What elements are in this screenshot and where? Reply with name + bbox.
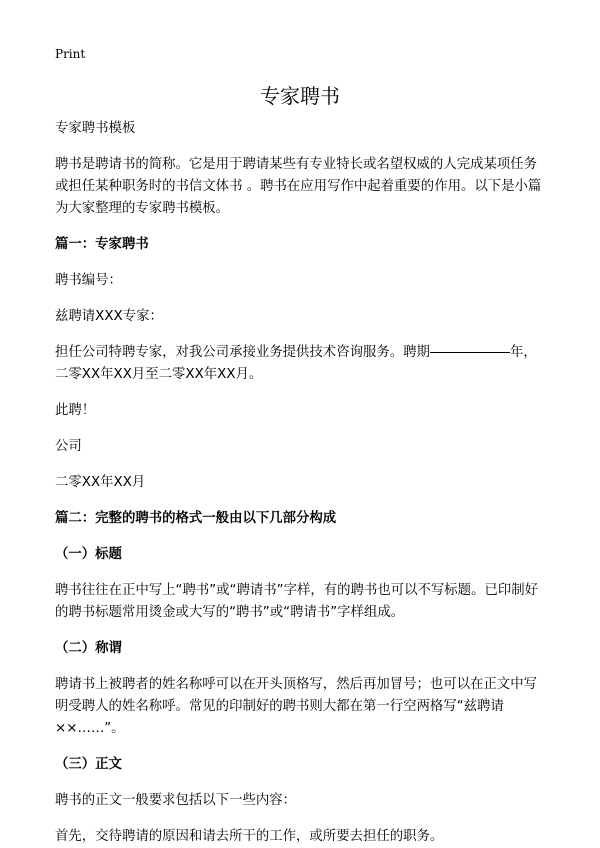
- document-body: [55, 118, 545, 848]
- salutation-paragraph: 聘请书上被聘者的姓名称呼可以在开头顶格写，然后再加冒号；也可以在正文中写明受聘人的姓名称呼。常见的印制好的聘书则大都在第一行空两格写“兹聘请××……”。: [55, 677, 538, 736]
- body-requirements-paragraph: 聘书的正文一般要求包括以下一些内容：: [55, 793, 297, 808]
- fill-in-blank: [430, 351, 510, 353]
- subheading-salutation: （二）称谓: [55, 641, 122, 656]
- body-first-point: 首先，交待聘请的原因和请去所干的工作，或所要去担任的职务。: [55, 829, 444, 844]
- page-title: 专家聘书: [260, 84, 340, 108]
- letter-date: 二零XX年XX月: [55, 475, 146, 490]
- letter-number-line: 聘书编号：: [55, 273, 122, 288]
- letter-salutation: 兹聘请XXX专家：: [55, 309, 163, 324]
- letter-body-text-before: 担任公司特聘专家，对我公司承接业务提供技术咨询服务。聘期: [55, 345, 430, 360]
- letter-body-text-after: 年，二零XX年XX月至二零XX年XX月。: [55, 345, 537, 382]
- subheading-title: （一）标题: [55, 547, 122, 562]
- print-link[interactable]: Print: [55, 47, 86, 61]
- section-heading-1: 篇一：专家聘书: [55, 237, 149, 252]
- template-subtitle: 专家聘书模板: [55, 121, 136, 136]
- subheading-body: （三）正文: [55, 757, 122, 772]
- title-paragraph: 聘书往往在正中写上“聘书”或“聘请书”字样，有的聘书也可以不写标题。已印制好的聘书标题常用烫金或大写的“聘书”或“聘请书”字样组成。: [55, 583, 539, 620]
- letter-company: 公司: [55, 439, 82, 454]
- letter-body: [55, 342, 545, 386]
- section-heading-2: 篇二：完整的聘书的格式一般由以下几部分构成: [55, 511, 337, 526]
- letter-closing: 此聘！: [55, 403, 96, 418]
- intro-paragraph: 聘书是聘请书的简称。它是用于聘请某些有专业特长或名望权威的人完成某项任务或担任某种职务时的书信文体书 。聘书在应用写作中起着重要的作用。以下是小篇为大家整理的专家聘书模板。: [55, 157, 542, 216]
